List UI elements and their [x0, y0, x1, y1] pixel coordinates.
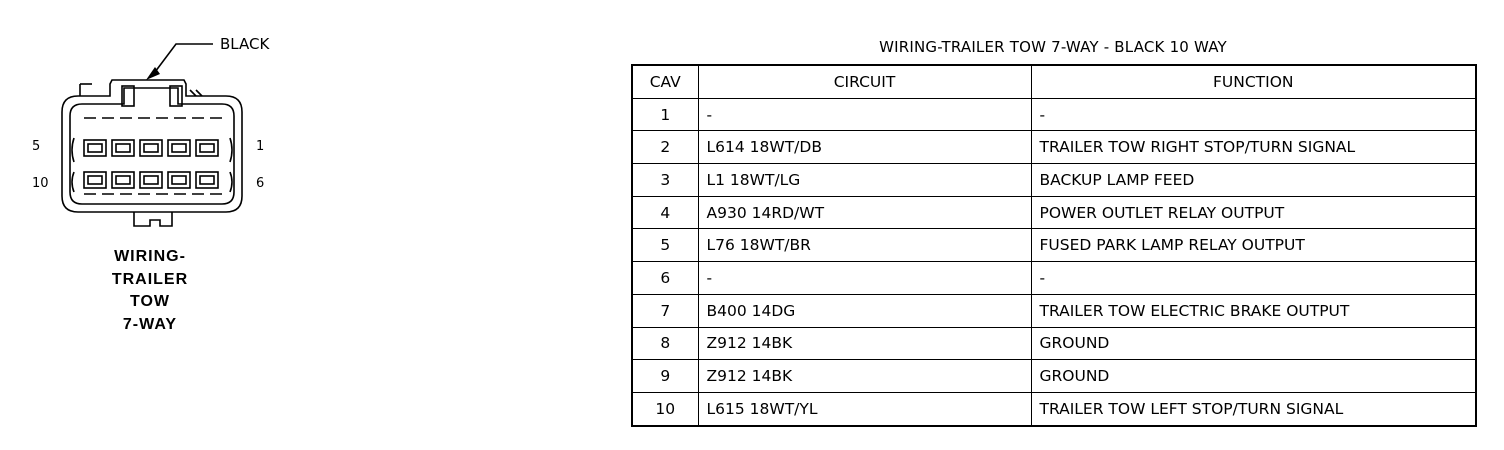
header-function: FUNCTION: [1031, 65, 1476, 98]
cell-circuit: -: [698, 262, 1031, 295]
connector-body-inner: [70, 88, 234, 204]
cell-circuit: B400 14DG: [698, 294, 1031, 327]
pin-label-5: 5: [32, 139, 41, 154]
pin-label-1: 1: [256, 139, 265, 154]
cell-function: POWER OUTLET RELAY OUTPUT: [1031, 196, 1476, 229]
connector-diagram: [0, 0, 620, 450]
table-row: [632, 98, 1476, 131]
cell-circuit: L615 18WT/YL: [698, 392, 1031, 425]
table-title: WIRING-TRAILER TOW 7-WAY - BLACK 10 WAY: [879, 38, 1227, 56]
cell-cav: 8: [632, 327, 698, 360]
table-row: [632, 164, 1476, 197]
caption-line-3: TOW: [129, 293, 171, 310]
cell-function: GROUND: [1031, 360, 1476, 393]
connector-body-outer: [62, 80, 242, 212]
cavity-table: [631, 64, 1477, 427]
cell-function: BACKUP LAMP FEED: [1031, 164, 1476, 197]
table-row: [632, 262, 1476, 295]
pin-label-10: 10: [32, 176, 49, 191]
connector-bottom-tab: [134, 212, 172, 226]
table-row: [632, 392, 1476, 425]
cell-cav: 3: [632, 164, 698, 197]
cell-circuit: L614 18WT/DB: [698, 131, 1031, 164]
table-row: [632, 360, 1476, 393]
connector-caption: [95, 246, 205, 336]
cell-function: TRAILER TOW RIGHT STOP/TURN SIGNAL: [1031, 131, 1476, 164]
caption-line-1: WIRING-: [114, 248, 186, 265]
cell-function: TRAILER TOW LEFT STOP/TURN SIGNAL: [1031, 392, 1476, 425]
table-row: [632, 196, 1476, 229]
cell-cav: 7: [632, 294, 698, 327]
cell-function: -: [1031, 98, 1476, 131]
cell-cav: 2: [632, 131, 698, 164]
cell-function: -: [1031, 262, 1476, 295]
cell-cav: 9: [632, 360, 698, 393]
cell-circuit: A930 14RD/WT: [698, 196, 1031, 229]
cell-function: TRAILER TOW ELECTRIC BRAKE OUTPUT: [1031, 294, 1476, 327]
table-header-row: [632, 65, 1476, 98]
cell-circuit: L76 18WT/BR: [698, 229, 1031, 262]
table-row: [632, 229, 1476, 262]
cell-cav: 10: [632, 392, 698, 425]
cell-function: GROUND: [1031, 327, 1476, 360]
table-row: [632, 294, 1476, 327]
header-cav: CAV: [632, 65, 698, 98]
cell-cav: 4: [632, 196, 698, 229]
cavity-row-bottom: [84, 172, 218, 188]
cell-cav: 1: [632, 98, 698, 131]
pin-label-6: 6: [256, 176, 265, 191]
connector-color-label: BLACK: [220, 35, 270, 53]
caption-line-4: 7-WAY: [122, 315, 178, 333]
table-row: [632, 131, 1476, 164]
cell-circuit: Z912 14BK: [698, 327, 1031, 360]
header-circuit: CIRCUIT: [698, 65, 1031, 98]
cell-function: FUSED PARK LAMP RELAY OUTPUT: [1031, 229, 1476, 262]
cavity-row-top: [84, 140, 218, 156]
cell-circuit: Z912 14BK: [698, 360, 1031, 393]
caption-line-2: TRAILER: [111, 270, 189, 288]
black-label-leader: [152, 44, 213, 76]
cell-cav: 6: [632, 262, 698, 295]
table-row: [632, 327, 1476, 360]
cell-circuit: L1 18WT/LG: [698, 164, 1031, 197]
cell-circuit: -: [698, 98, 1031, 131]
cell-cav: 5: [632, 229, 698, 262]
